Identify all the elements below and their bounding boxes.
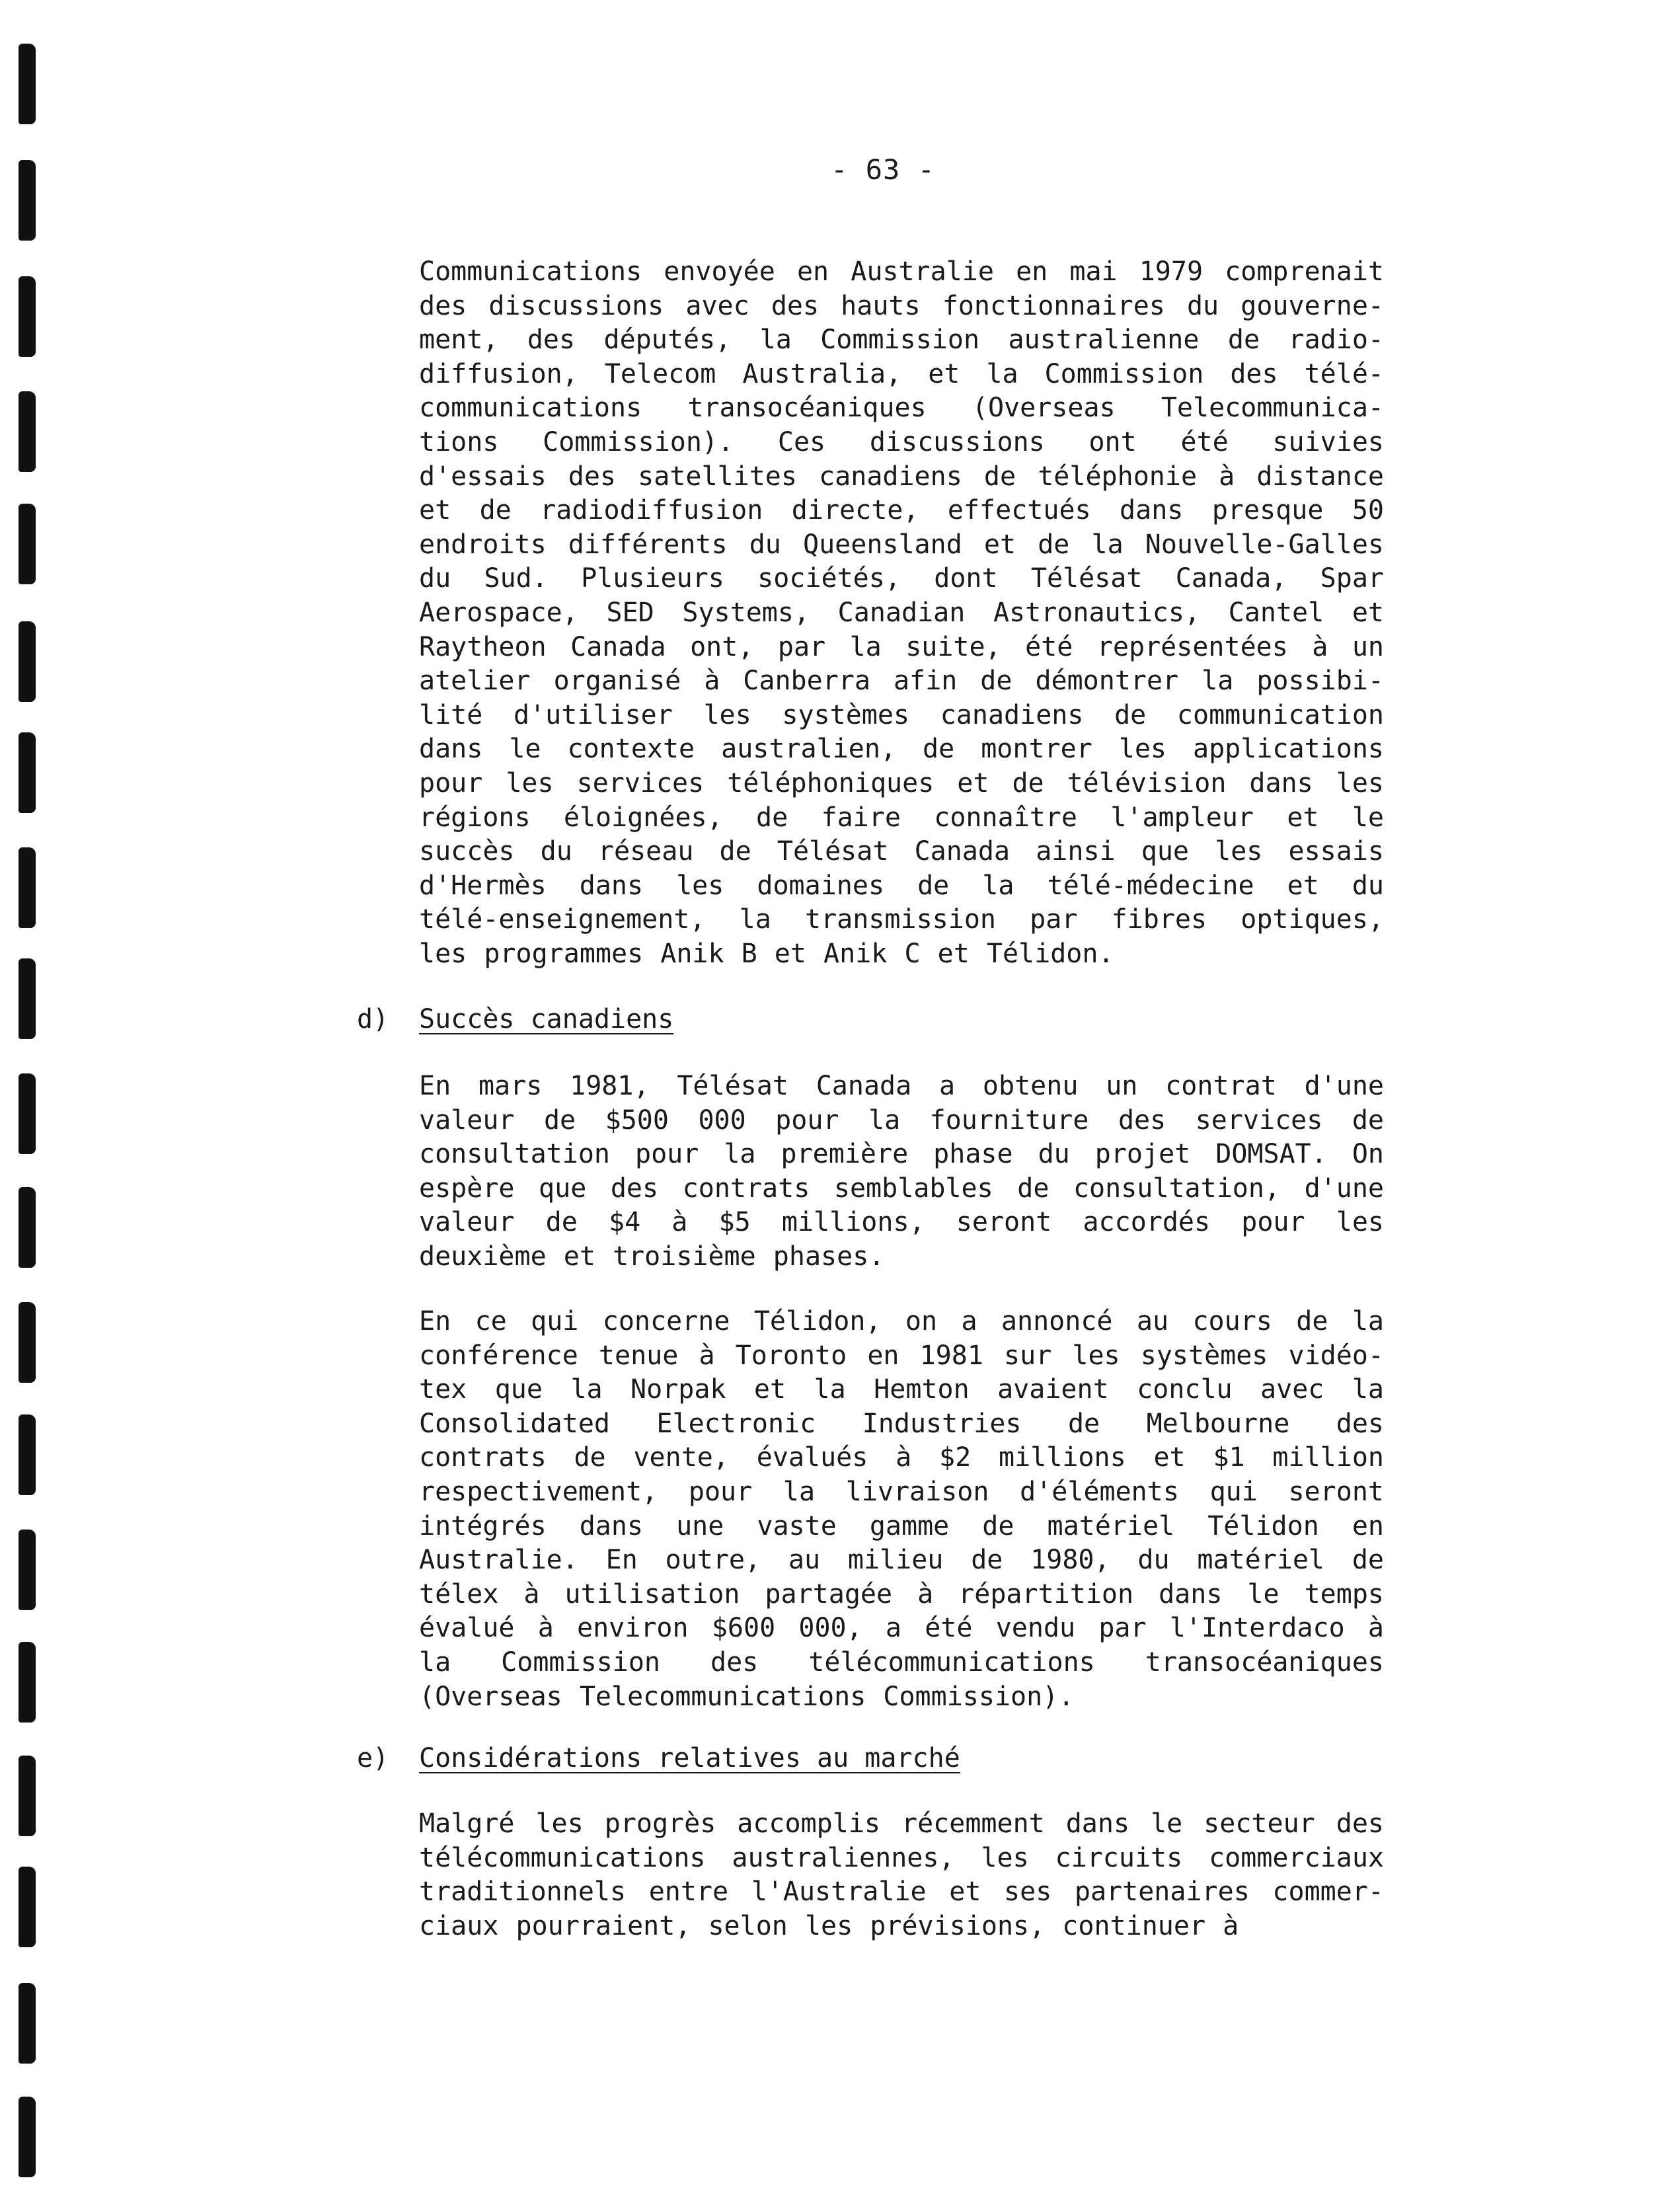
text-line: tions Commission). Ces discussions ont été suivies [419, 426, 1384, 457]
text-line: d'essais des satellites canadiens de téléphonie à distance [419, 461, 1384, 492]
text-line: diffusion, Telecom Australia, et la Commission des télé- [419, 358, 1384, 389]
text-line: Communications envoyée en Australie en mai 1979 comprenait [419, 256, 1384, 287]
text-line: valeur de $500 000 pour la fourniture des services de [419, 1104, 1384, 1136]
binding-mark [19, 1187, 36, 1268]
paragraph-intro [419, 255, 1384, 971]
binding-mark [19, 1983, 36, 2064]
text-line: atelier organisé à Canberra afin de démontrer la possibi- [419, 666, 1384, 697]
text-line: (Overseas Telecommunications Commission). [419, 1681, 1075, 1712]
text-line: régions éloignées, de faire connaître l'ampleur et le [419, 802, 1384, 833]
text-line: endroits différents du Queensland et de la Nouvelle-Galles [419, 529, 1384, 560]
text-line: respectivement, pour la livraison d'éléments qui seront [419, 1476, 1384, 1507]
binding-mark [19, 1073, 36, 1154]
text-line: télé-enseignement, la transmission par fibres optiques, [419, 904, 1384, 935]
text-line: conférence tenue à Toronto en 1981 sur les systèmes vidéo- [419, 1340, 1384, 1371]
text-line: dans le contexte australien, de montrer les applications [419, 734, 1384, 765]
text-line: les programmes Anik B et Anik C et Télidon. [419, 938, 1114, 969]
text-line: consultation pour la première phase du projet DOMSAT. On [419, 1139, 1384, 1170]
binding-mark [19, 1302, 36, 1383]
binding-mark [19, 732, 36, 813]
binding-mark [19, 504, 36, 584]
text-line: ment, des députés, la Commission australienne de radio- [419, 325, 1384, 356]
section-title: Considérations relatives au marché [419, 1743, 960, 1773]
paragraph-succes-1 [419, 1069, 1384, 1274]
paragraph-succes-2 [419, 1305, 1384, 1714]
text-line: ciaux pourraient, selon les prévisions, continuer à [419, 1910, 1239, 1941]
text-line: d'Hermès dans les domaines de la télé-médecine et du [419, 870, 1384, 901]
text-line: En ce qui concerne Télidon, on a annoncé au cours de la [419, 1306, 1384, 1337]
text-line: Raytheon Canada ont, par la suite, été représentées à un [419, 631, 1384, 662]
text-line: la Commission des télécommunications transocéaniques [419, 1647, 1384, 1678]
binding-mark [19, 2097, 36, 2177]
text-line: du Sud. Plusieurs sociétés, dont Télésat Canada, Spar [419, 563, 1384, 594]
binding-mark [19, 44, 36, 124]
binding-mark [19, 1756, 36, 1836]
text-line: télécommunications australiennes, les circuits commerciaux [419, 1842, 1384, 1873]
text-line: espère que des contrats semblables de consultation, d'une [419, 1173, 1384, 1204]
binding-mark [19, 391, 36, 472]
binding-mark [19, 1415, 36, 1495]
section-letter: d) [357, 1004, 389, 1034]
text-line: télex à utilisation partagée à répartition dans le temps [419, 1578, 1384, 1609]
text-line: intégrés dans une vaste gamme de matériel Télidon en [419, 1510, 1384, 1541]
text-line: traditionnels entre l'Australie et ses partenaires commer- [419, 1877, 1384, 1908]
text-line: Australie. En outre, au milieu de 1980, du matériel de [419, 1545, 1384, 1576]
section-heading-d [357, 1002, 673, 1036]
binding-hole-marks [19, 0, 38, 2209]
binding-mark [19, 1530, 36, 1610]
page-number: - 63 - [831, 153, 935, 186]
binding-mark [19, 276, 36, 357]
section-heading-e [357, 1741, 960, 1775]
text-line: des discussions avec des hauts fonctionnaires du gouverne- [419, 290, 1384, 321]
text-line: évalué à environ $600 000, a été vendu par l'Interdaco à [419, 1613, 1384, 1644]
text-line: valeur de $4 à $5 millions, seront accordés pour les [419, 1207, 1384, 1238]
binding-mark [19, 1867, 36, 1947]
binding-mark [19, 847, 36, 928]
text-line: et de radiodiffusion directe, effectués dans presque 50 [419, 495, 1384, 526]
text-line: Aerospace, SED Systems, Canadian Astronautics, Cantel et [419, 597, 1384, 628]
section-letter: e) [357, 1743, 389, 1773]
binding-mark [19, 621, 36, 702]
text-line: deuxième et troisième phases. [419, 1241, 885, 1272]
text-line: lité d'utiliser les systèmes canadiens de communication [419, 699, 1384, 730]
paragraph-marche-1 [419, 1807, 1384, 1943]
text-line: tex que la Norpak et la Hemton avaient conclu avec la [419, 1374, 1384, 1405]
text-line: communications transocéaniques (Overseas Telecommunica- [419, 393, 1384, 424]
binding-mark [19, 1642, 36, 1723]
section-title: Succès canadiens [419, 1004, 674, 1034]
text-line: Malgré les progrès accomplis récemment dans le secteur des [419, 1808, 1384, 1839]
text-line: Consolidated Electronic Industries de Melbourne des [419, 1408, 1384, 1439]
text-line: contrats de vente, évalués à $2 millions et $1 million [419, 1442, 1384, 1473]
text-line: En mars 1981, Télésat Canada a obtenu un contrat d'une [419, 1071, 1384, 1101]
text-line: succès du réseau de Télésat Canada ainsi que les essais [419, 836, 1384, 867]
text-line: pour les services téléphoniques et de télévision dans les [419, 767, 1384, 798]
binding-mark [19, 958, 36, 1039]
